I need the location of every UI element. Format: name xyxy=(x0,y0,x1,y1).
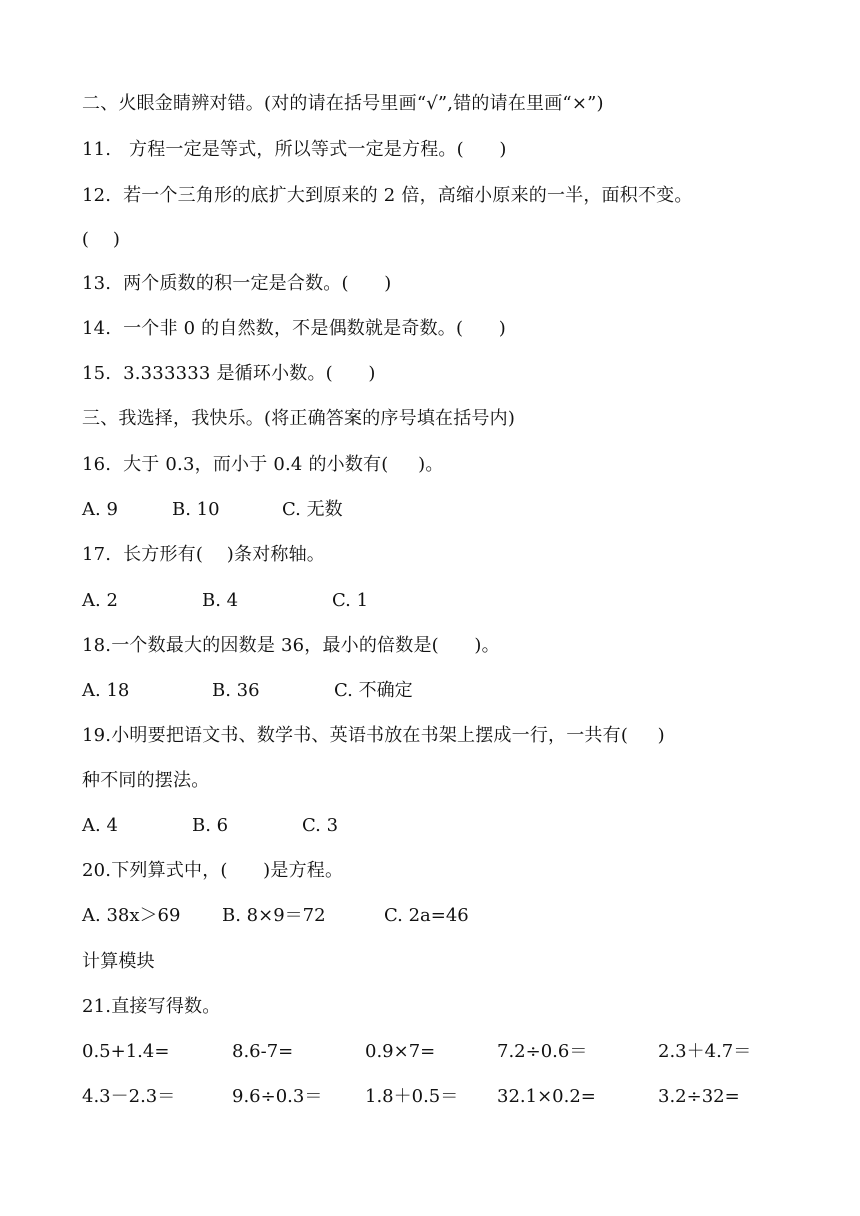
question-11: 11. 方程一定是等式，所以等式一定是方程。( ) xyxy=(82,139,507,160)
calc-item: 8.6-7= xyxy=(232,1041,294,1062)
calc-item: 9.6÷0.3＝ xyxy=(232,1086,323,1107)
option-b: B. 6 xyxy=(192,815,229,836)
question-16: 16. 大于 0.3，而小于 0.4 的小数有( )。 xyxy=(82,454,444,475)
option-b: B. 8×9＝72 xyxy=(222,905,326,926)
option-c: C. 无数 xyxy=(282,499,343,520)
calc-item: 1.8＋0.5＝ xyxy=(365,1086,459,1107)
option-a: A. 4 xyxy=(82,815,118,836)
option-c: C. 2a=46 xyxy=(384,905,469,926)
section2-heading: 二、火眼金睛辨对错。(对的请在括号里画“√”,错的请在里画“×”) xyxy=(82,93,604,114)
option-a: A. 18 xyxy=(82,680,130,701)
option-b: B. 4 xyxy=(202,590,239,611)
option-c: C. 不确定 xyxy=(334,680,413,701)
option-a: A. 2 xyxy=(82,590,118,611)
question-15: 15. 3.333333 是循环小数。( ) xyxy=(82,363,376,384)
option-b: B. 10 xyxy=(172,499,220,520)
option-a: A. 38x＞69 xyxy=(82,905,181,926)
question-13: 13. 两个质数的积一定是合数。( ) xyxy=(82,273,392,294)
question-19-continued: 种不同的摆法。 xyxy=(82,770,210,791)
calc-item: 2.3＋4.7＝ xyxy=(658,1041,752,1062)
question-17: 17. 长方形有( )条对称轴。 xyxy=(82,544,325,565)
question-12: 12. 若一个三角形的底扩大到原来的 2 倍，高缩小原来的一半，面积不变。 xyxy=(82,185,693,206)
question-14: 14. 一个非 0 的自然数，不是偶数就是奇数。( ) xyxy=(82,318,506,339)
question-19: 19.小明要把语文书、数学书、英语书放在书架上摆成一行，一共有( ) xyxy=(82,725,665,746)
option-c: C. 1 xyxy=(332,590,369,611)
question-18: 18.一个数最大的因数是 36，最小的倍数是( )。 xyxy=(82,635,500,656)
question-12-bracket: ( ) xyxy=(76,229,121,250)
calc-item: 32.1×0.2= xyxy=(497,1086,596,1107)
calc-item: 0.5+1.4= xyxy=(82,1041,170,1062)
option-c: C. 3 xyxy=(302,815,339,836)
section3-heading: 三、我选择，我快乐。(将正确答案的序号填在括号内) xyxy=(82,408,516,429)
calc-item: 4.3－2.3＝ xyxy=(82,1086,176,1107)
calc-item: 7.2÷0.6＝ xyxy=(497,1041,588,1062)
calc-item: 0.9×7= xyxy=(365,1041,436,1062)
option-a: A. 9 xyxy=(82,499,118,520)
calc-heading: 计算模块 xyxy=(82,951,155,972)
question-21: 21.直接写得数。 xyxy=(82,996,221,1017)
option-b: B. 36 xyxy=(212,680,260,701)
question-20: 20.下列算式中，( )是方程。 xyxy=(82,860,344,881)
calc-item: 3.2÷32= xyxy=(658,1086,740,1107)
